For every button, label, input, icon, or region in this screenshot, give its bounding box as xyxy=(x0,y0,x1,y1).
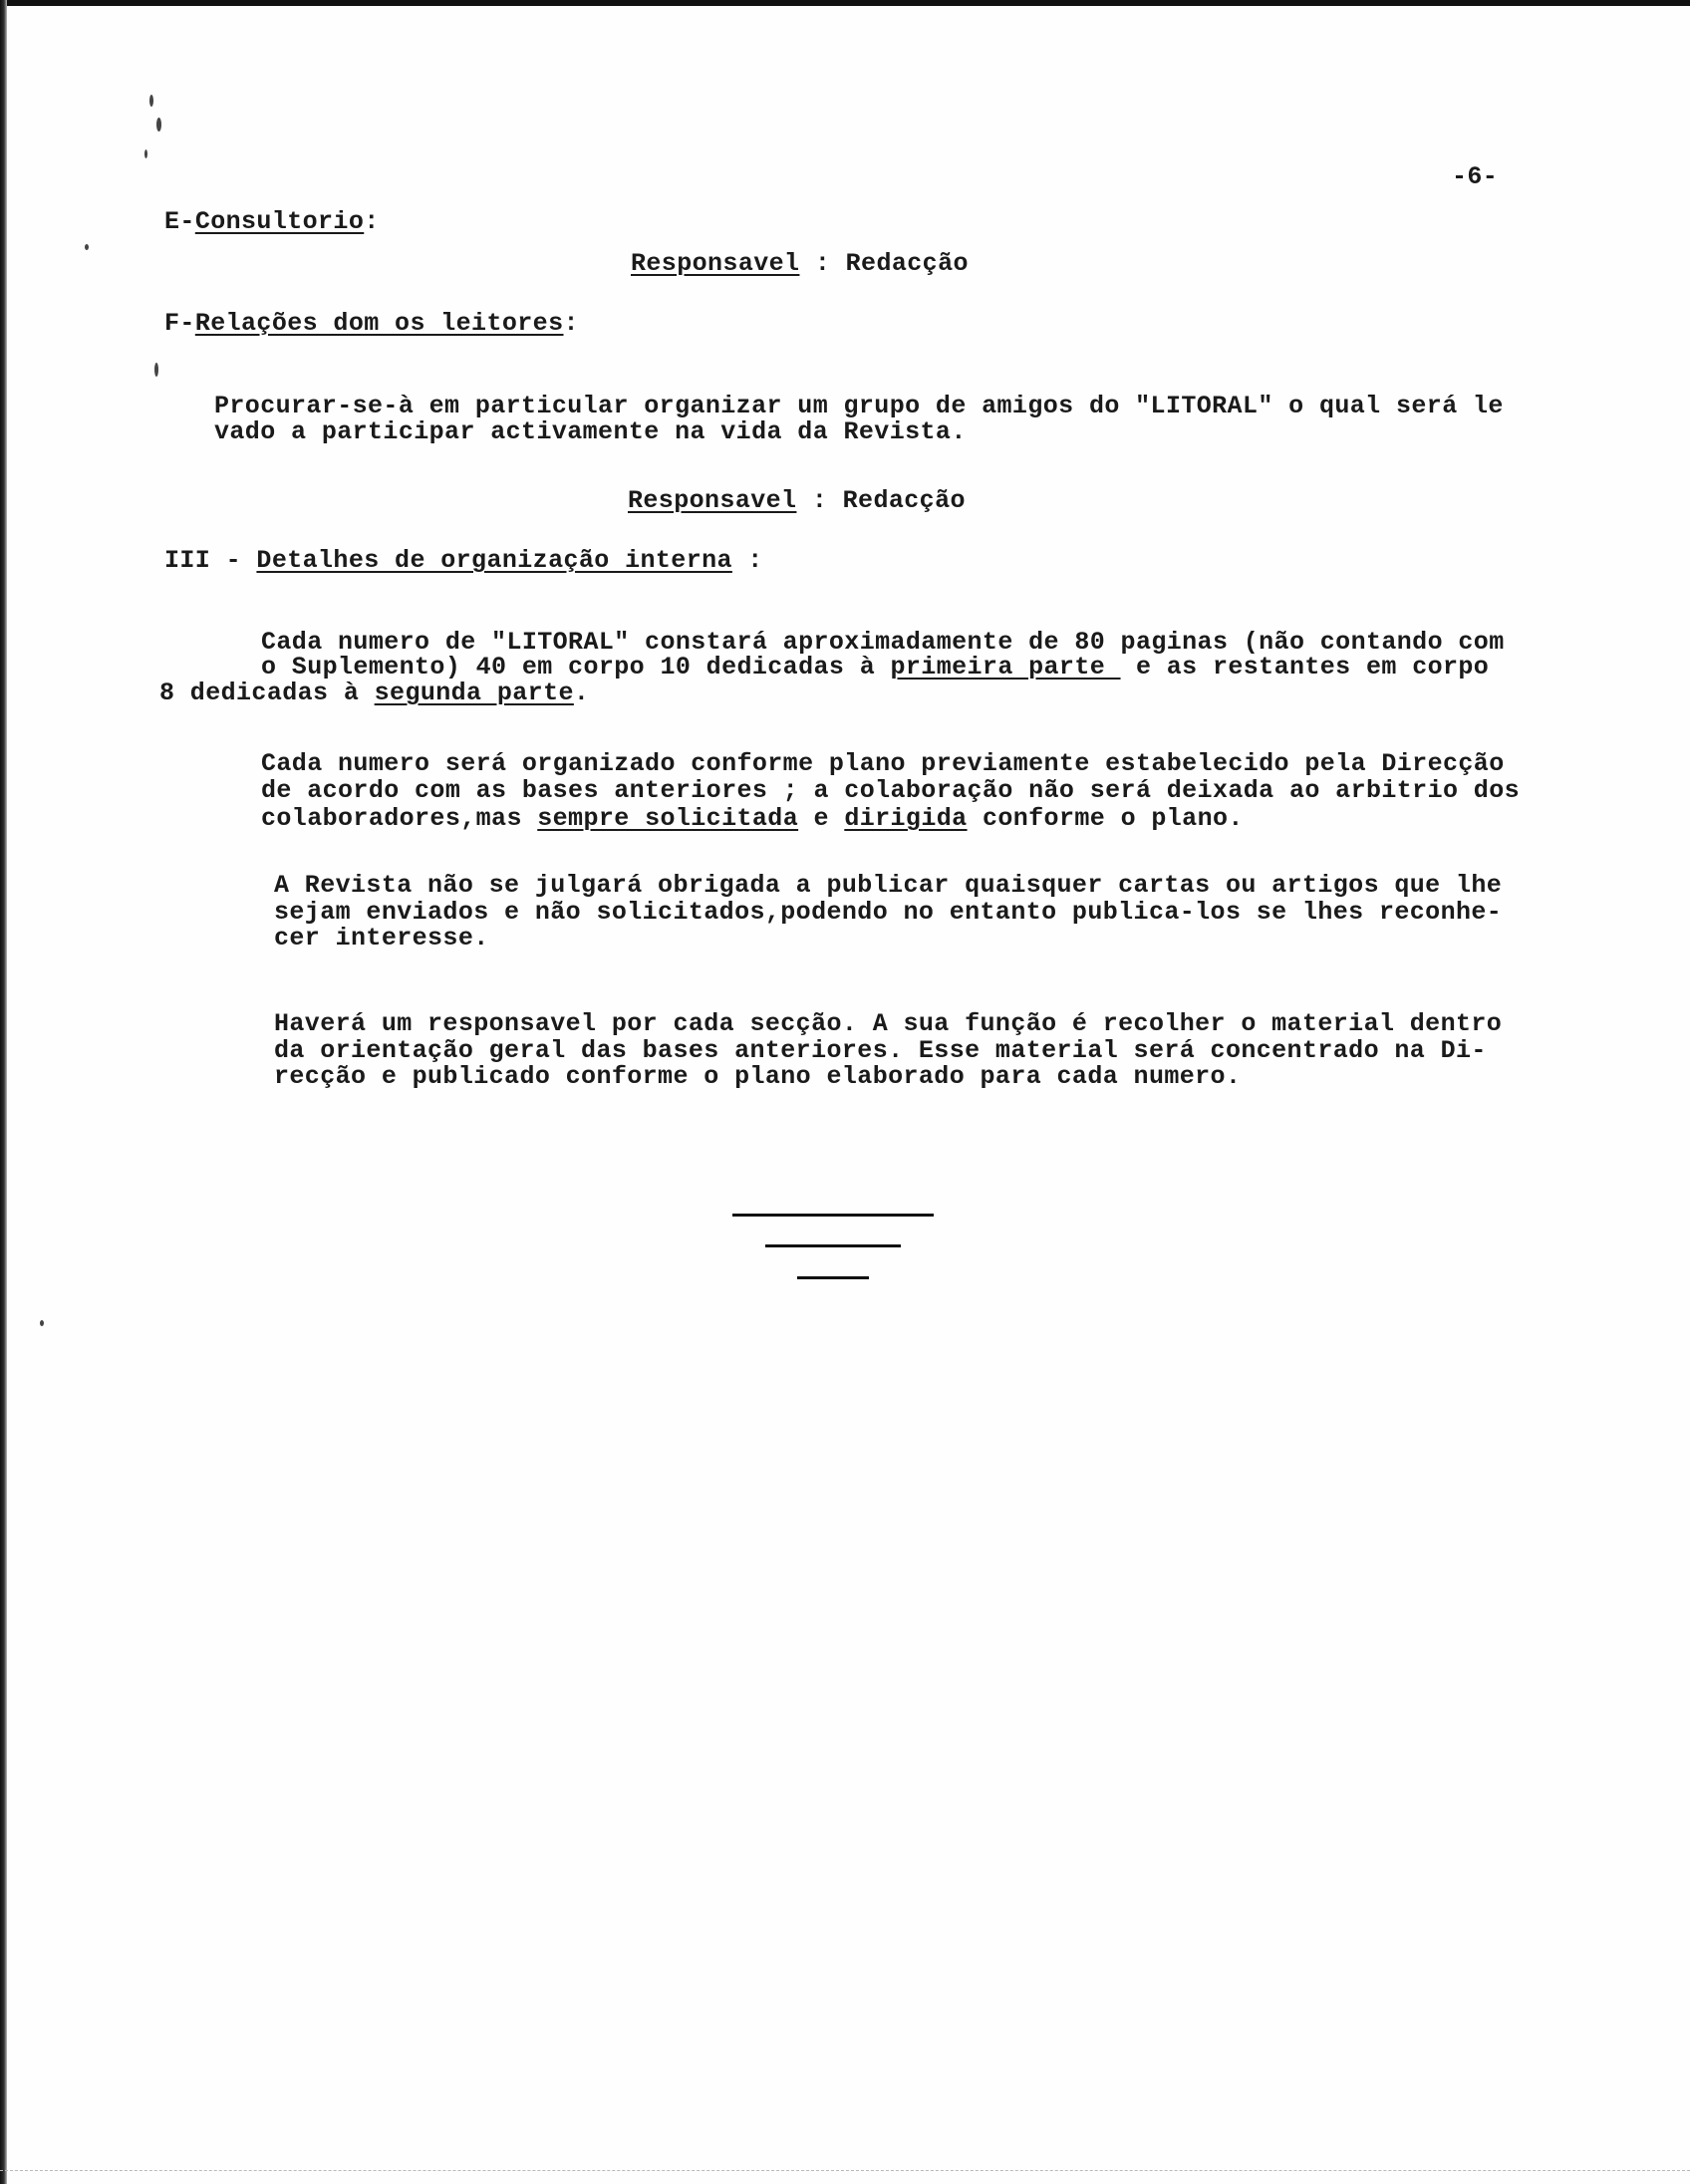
scan-speck xyxy=(85,244,89,250)
scan-speck xyxy=(149,95,153,107)
closing-rule-long xyxy=(732,1214,934,1217)
scan-top-edge xyxy=(0,0,1690,6)
page-number: -6- xyxy=(1452,162,1499,191)
section-e-responsible: Responsavel : Redacção xyxy=(631,249,969,278)
section-f-title: Relações dom os leitores xyxy=(194,309,564,338)
section-iii-heading: III - Detalhes de organização interna : xyxy=(164,546,763,575)
paragraph-3-line: A Revista não se julgará obrigada a publicar quaisquer cartas ou artigos que lhe xyxy=(274,871,1503,900)
section-f-body-line: vado a participar activamente na vida da Revista. xyxy=(214,417,967,446)
paragraph-4-line: recção e publicado conforme o plano elaborado para cada numero. xyxy=(274,1062,1242,1091)
scan-speck xyxy=(154,363,158,377)
section-f-responsible: Responsavel : Redacção xyxy=(628,486,966,515)
paragraph-3-line: cer interesse. xyxy=(274,924,489,953)
section-f-heading: F-Relações dom os leitores: xyxy=(164,309,579,338)
section-f-body-line: Procurar-se-à em particular organizar um grupo de amigos do "LITORAL" o qual será le xyxy=(214,392,1504,420)
scan-speck xyxy=(156,118,161,132)
scan-speck xyxy=(40,1320,44,1326)
paragraph-1-line: o Suplemento) 40 em corpo 10 dedicadas à primeira parte e as restantes em corpo xyxy=(261,653,1490,682)
paragraph-4-line: Haverá um responsavel por cada secção. A sua função é recolher o material dentro xyxy=(274,1009,1503,1038)
scan-left-edge xyxy=(0,0,7,2184)
closing-rule-medium xyxy=(765,1244,901,1247)
section-e-title: Consultorio xyxy=(194,207,365,236)
paragraph-2-line: de acordo com as bases anteriores ; a colaboração não será deixada ao arbitrio dos xyxy=(261,776,1520,805)
paragraph-1-line: 8 dedicadas à segunda parte. xyxy=(159,679,590,707)
paragraph-4-line: da orientação geral das bases anteriores. Esse material será concentrado na Di- xyxy=(274,1036,1487,1065)
paragraph-3-line: sejam enviados e não solicitados,podendo no entanto publica-los se lhes reconhe- xyxy=(274,898,1503,927)
paragraph-2-line: Cada numero será organizado conforme plano previamente estabelecido pela Direcção xyxy=(261,749,1505,778)
section-iii-title: Detalhes de organização interna xyxy=(256,546,732,575)
scan-bottom-edge xyxy=(0,2170,1690,2172)
section-e-heading: E-Consultorio: xyxy=(164,207,380,236)
scan-speck xyxy=(144,149,147,158)
paragraph-2-line: colaboradores,mas sempre solicitada e dirigida conforme o plano. xyxy=(261,804,1244,833)
paragraph-1-line: Cada numero de "LITORAL" constará aproximadamente de 80 paginas (não contando com xyxy=(261,628,1505,657)
closing-rule-short xyxy=(797,1276,869,1279)
